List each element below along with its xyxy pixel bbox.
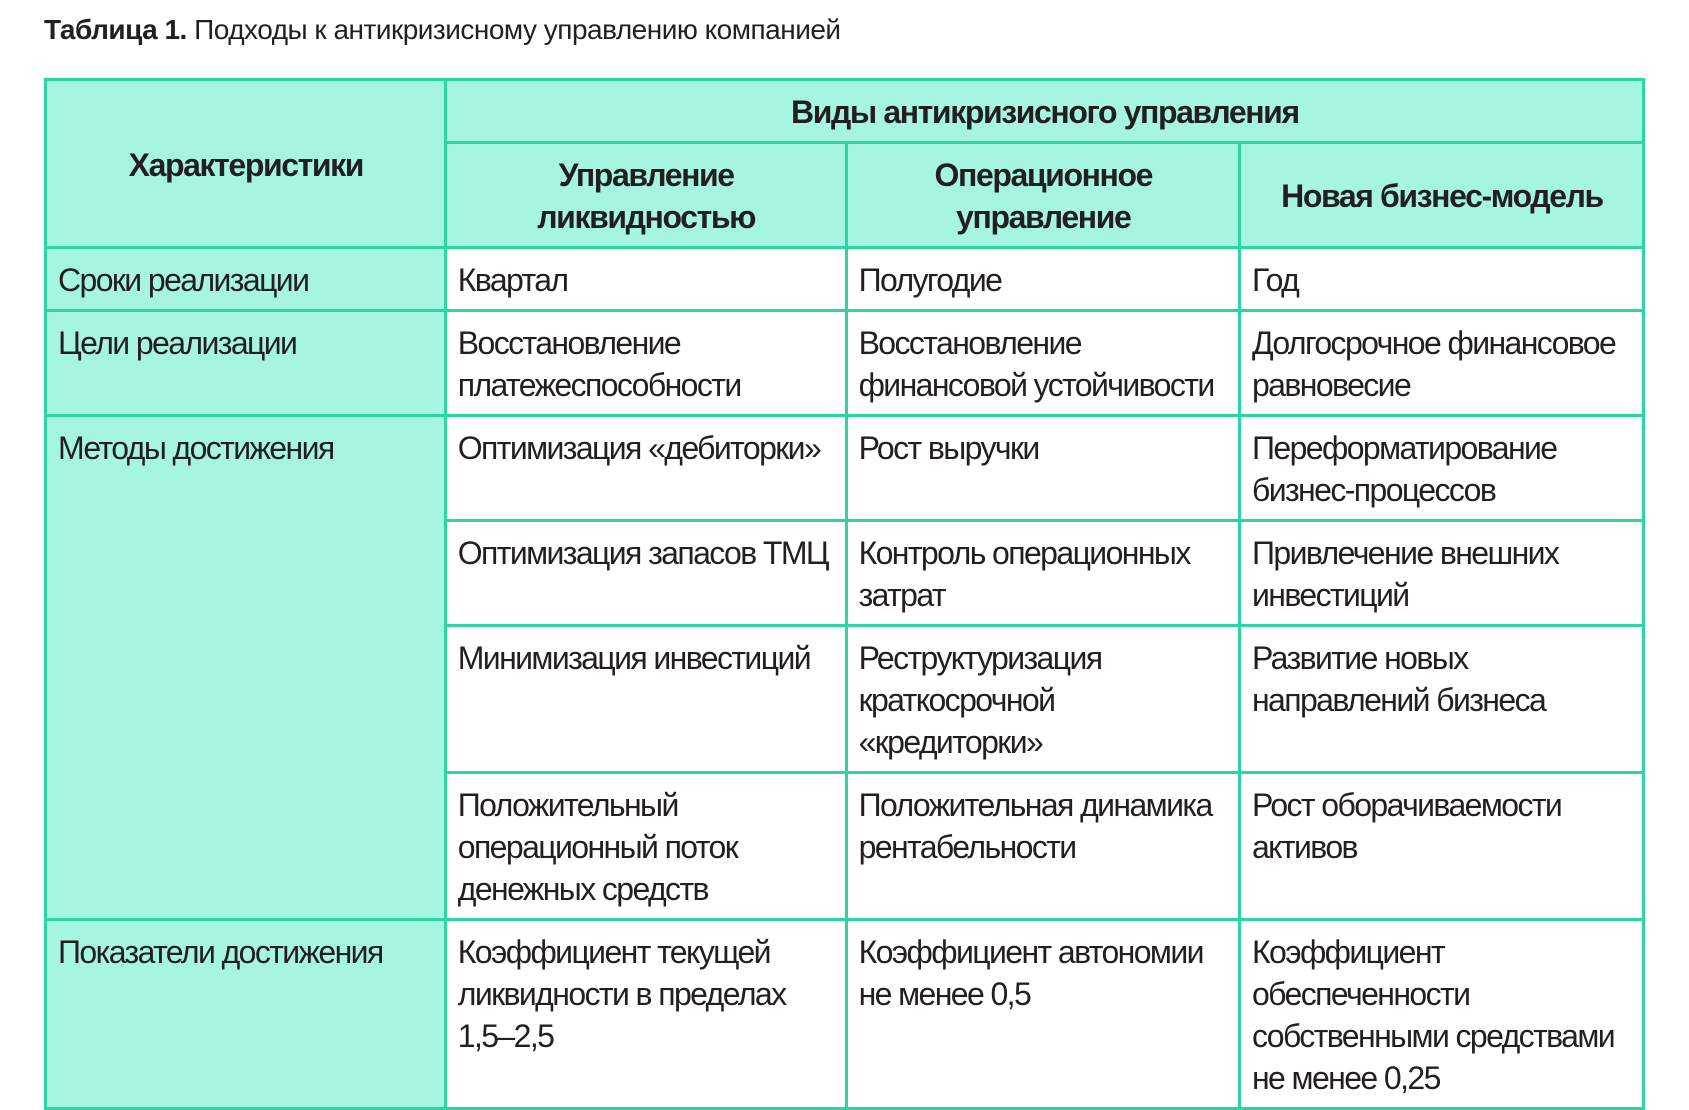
cell: Рост выручки (846, 416, 1239, 521)
caption-text: Подходы к антикризисному управлению компанией (194, 14, 841, 45)
table-row (46, 311, 1644, 416)
header-operational: Операционное управление (846, 143, 1239, 248)
cell: Полугодие (846, 248, 1239, 311)
cell: Восстановление платежеспособности (445, 311, 846, 416)
cell: Долгосрочное финансовое равновесие (1239, 311, 1643, 416)
table-row (46, 416, 1644, 521)
table-row (46, 920, 1644, 1109)
cell: Реструктуризация краткосрочной «кредиторки» (846, 626, 1239, 773)
approaches-table (44, 78, 1645, 1110)
cell: Восстановление финансовой устойчивости (846, 311, 1239, 416)
header-business-model: Новая бизнес-модель (1239, 143, 1643, 248)
cell: Оптимизация «дебиторки» (445, 416, 846, 521)
cell: Квартал (445, 248, 846, 311)
cell: Развитие новых направлений бизнеса (1239, 626, 1643, 773)
row-label-indicators: Показатели достижения (46, 920, 446, 1109)
row-label-methods: Методы достижения (46, 416, 446, 920)
cell: Минимизация инвестиций (445, 626, 846, 773)
table-row (46, 248, 1644, 311)
header-group: Виды антикризисного управления (445, 80, 1643, 143)
cell: Коэффициент текущей ликвидности в пределах 1,5–2,5 (445, 920, 846, 1109)
cell: Коэффициент автономии не менее 0,5 (846, 920, 1239, 1109)
cell: Год (1239, 248, 1643, 311)
cell: Оптимизация запасов ТМЦ (445, 521, 846, 626)
cell: Привлечение внешних инвестиций (1239, 521, 1643, 626)
cell: Рост оборачиваемости активов (1239, 773, 1643, 920)
cell: Переформатирование бизнес-процессов (1239, 416, 1643, 521)
header-liquidity: Управление ликвидностью (445, 143, 846, 248)
row-label-goals: Цели реализации (46, 311, 446, 416)
cell: Коэффициент обеспеченности собственными средствами не менее 0,25 (1239, 920, 1643, 1109)
cell: Положительная динамика рентабельности (846, 773, 1239, 920)
header-characteristics: Характеристики (46, 80, 446, 248)
cell: Контроль операционных затрат (846, 521, 1239, 626)
table-caption (44, 14, 841, 46)
cell: Положительный операционный поток денежных средств (445, 773, 846, 920)
caption-label: Таблица 1. (44, 14, 187, 45)
row-label-terms: Сроки реализации (46, 248, 446, 311)
